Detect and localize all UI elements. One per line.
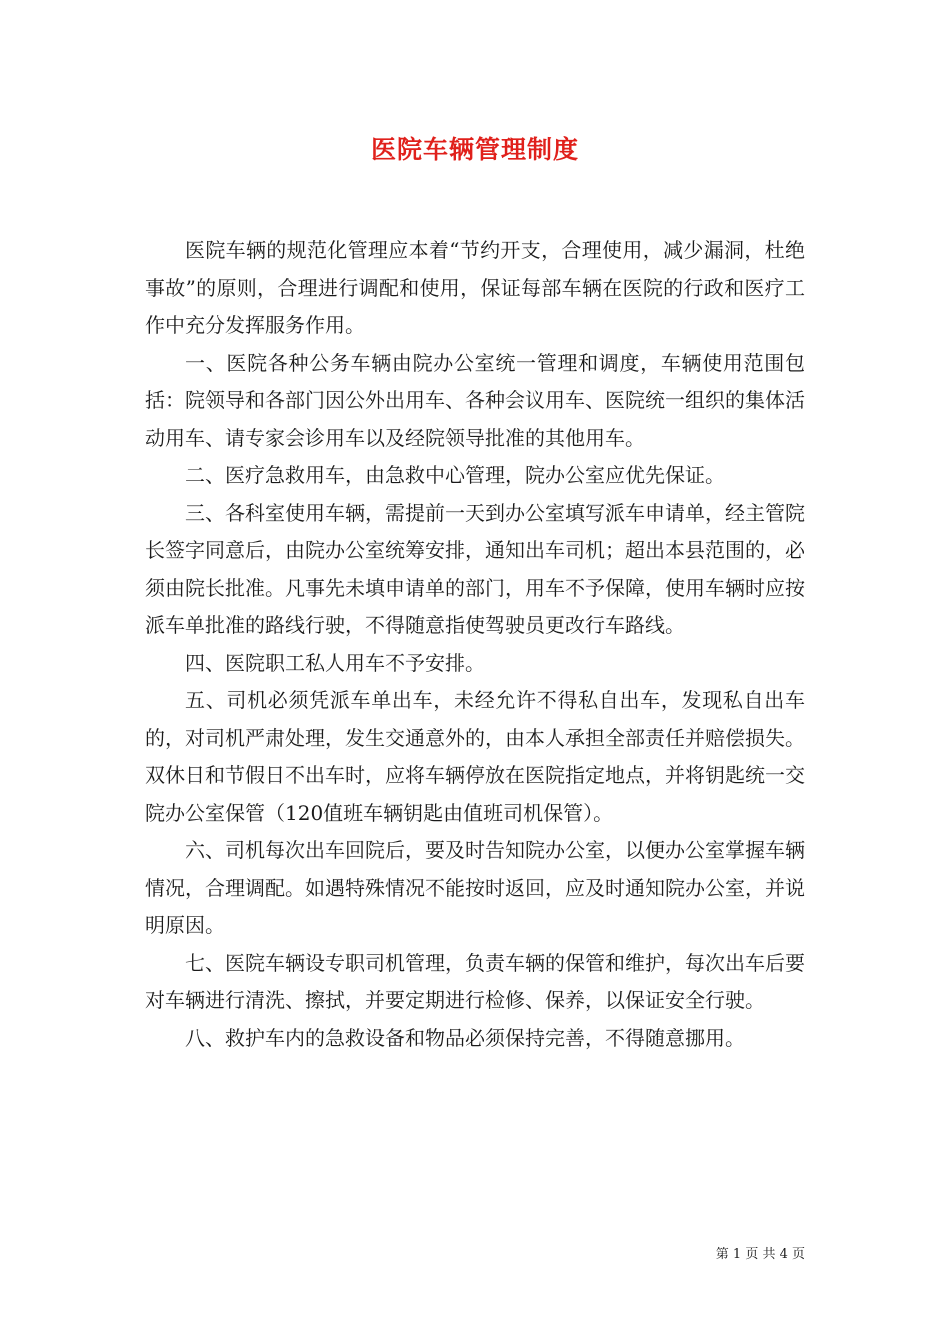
clause-6-paragraph: 六、司机每次出车回院后，要及时告知院办公室，以便办公室掌握车辆情况，合理调配。如遇特殊情况不能按时返回，应及时通知院办公室，并说明原因。 bbox=[145, 838, 805, 937]
document-body bbox=[145, 232, 805, 1057]
clause-1-paragraph: 一、医院各种公务车辆由院办公室统一管理和调度，车辆使用范围包括：院领导和各部门因公外出用车、各种会议用车、医院统一组织的集体活动用车、请专家会诊用车以及经院领导批准的其他用车。 bbox=[145, 350, 805, 450]
clause-4-paragraph: 四、医院职工私人用车不予安排。 bbox=[185, 650, 485, 675]
clause-7-paragraph: 七、医院车辆设专职司机管理，负责车辆的保管和维护，每次出车后要对车辆进行清洗、擦拭，并要定期进行检修、保养，以保证安全行驶。 bbox=[145, 950, 805, 1012]
intro-paragraph: 医院车辆的规范化管理应本着“节约开支，合理使用，减少漏洞，杜绝事故”的原则，合理进行调配和使用，保证每部车辆在医院的行政和医疗工作中充分发挥服务作用。 bbox=[145, 238, 805, 337]
clause-3-paragraph: 三、各科室使用车辆，需提前一天到办公室填写派车申请单，经主管院长签字同意后，由院办公室统筹安排，通知出车司机；超出本县范围的，必须由院长批准。凡事先未填申请单的部门，用车不予保障，使用车辆时应按派车单批准的路线行驶，不得随意指使驾驶员更改行车路线。 bbox=[145, 500, 805, 637]
clause-5-paragraph: 五、司机必须凭派车单出车，未经允许不得私自出车，发现私自出车的，对司机严肃处理，发生交通意外的，由本人承担全部责任并赔偿损失。双休日和节假日不出车时，应将车辆停放在医院指定地点，并将钥匙统一交院办公室保管（120值班车辆钥匙由值班司机保管）。 bbox=[145, 688, 805, 825]
document-title: 医院车辆管理制度 bbox=[370, 135, 579, 164]
clause-2-paragraph: 二、医疗急救用车，由急救中心管理，院办公室应优先保证。 bbox=[185, 463, 725, 487]
page-number-footer: 第 1 页 共 4 页 bbox=[715, 1247, 805, 1262]
clause-8-paragraph: 八、救护车内的急救设备和物品必须保持完善，不得随意挪用。 bbox=[185, 1025, 745, 1050]
